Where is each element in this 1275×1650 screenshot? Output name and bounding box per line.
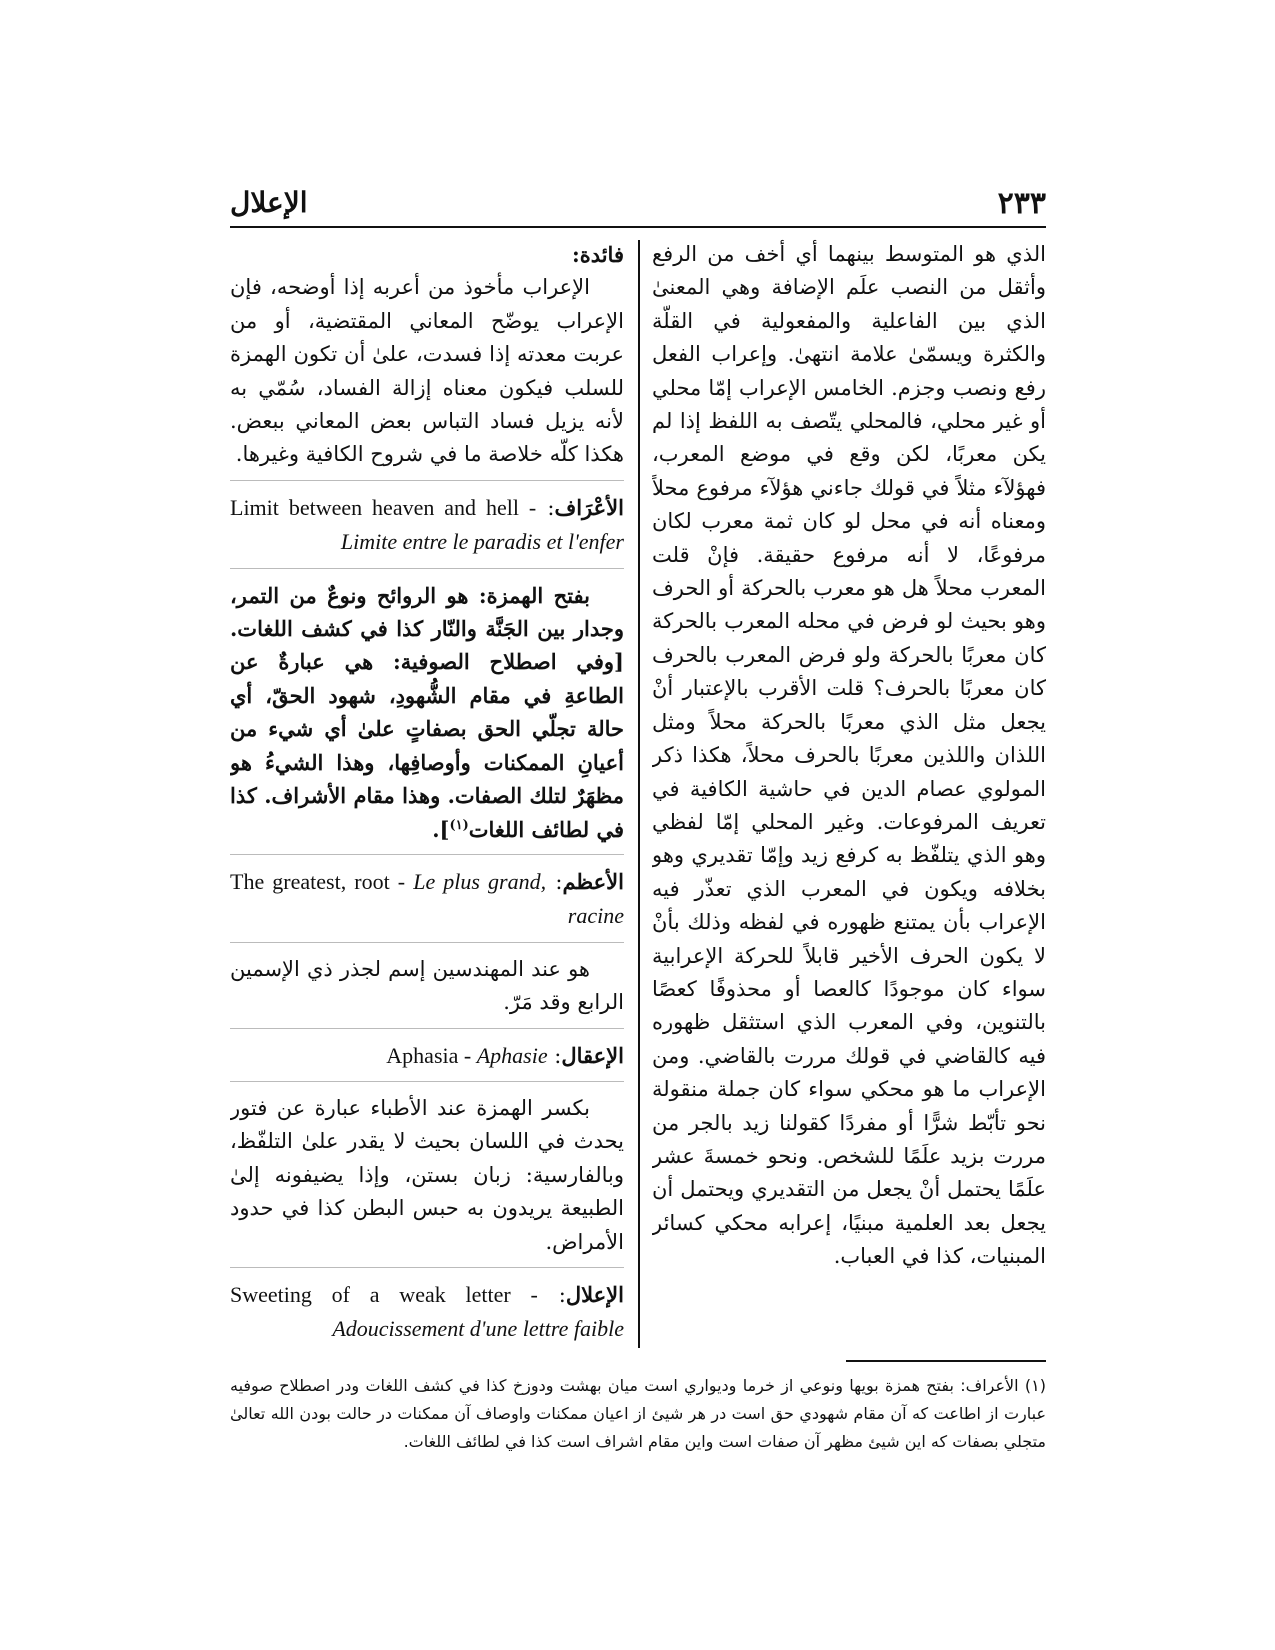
gloss-french: Aphasie: [476, 1042, 548, 1068]
gloss-french: Limite entre le paradis et l'enfer: [340, 529, 624, 555]
left-column: [230, 238, 624, 1348]
entry-separator: [230, 1267, 624, 1268]
gloss-english: Aphasia: [386, 1042, 459, 1068]
entry-heading-azam: الأعظم: The greatest, root - Le plus grand, racine: [230, 868, 624, 929]
gloss-english: Limit between heaven and hell: [230, 494, 519, 520]
footnote: (١) الأعراف: بفتح همزة بويها ونوعي از خرما وديواري است ميان بهشت ودوزخ كذا في كشف اللغات ودر اصطلاح صوفيه عبارت از اطاعت كه آن مقام شهودي حق است در هر شيئ از اعيان ممكنات واوصاف آن ممكنات در حالت بودن الله تعالىٰ متجلي بصفات كه اين شيئ مظهر آن صفات است واين مقام اشراف است كذا في لطائف اللغات.: [230, 1376, 1046, 1451]
header-rule: [230, 226, 1046, 228]
footnote-ref[interactable]: (١): [449, 817, 469, 833]
entry-term: الإعقال: [561, 1042, 624, 1068]
entry-separator: [230, 568, 624, 569]
entry-gloss: Sweeting of a weak letter - Adoucissement d'une lettre faible: [230, 1281, 624, 1342]
entry-text-end: ].: [432, 816, 450, 842]
entry-gloss: Aphasia - Aphasie: [386, 1042, 548, 1068]
gloss-english: Sweeting of a weak letter: [230, 1281, 511, 1307]
column-divider: [638, 240, 640, 1348]
entry-gloss: Limit between heaven and hell - Limite entre le paradis et l'enfer: [230, 494, 624, 555]
entry-text-araf: [230, 579, 624, 846]
page-number: ٢٣٣: [997, 186, 1046, 221]
entry-separator: [230, 1081, 624, 1082]
entry-separator: [230, 480, 624, 481]
right-column-paragraph: الذي هو المتوسط بينهما أي أخف من الرفع وأثقل من النصب علَم الإضافة وهي المعنىٰ الذي بين الفاعلية والمفعولية في القلّة والكثرة ويسمّىٰ علامة انتهىٰ. وإعراب الفعل رفع ونصب وجزم. الخامس الإعراب إمّا محلي أو غير محلي، فالمحلي يتّصف به اللفظ إذا لم يكن معربًا، لكن وقع في موضع المعرب، فهؤلآء مثلاً في قولك جاءني هؤلآء مرفوع محلاً ومعناه أنه في محل لو كان ثمة معرب لكان مرفوعًا، لا أنه مرفوع حقيقة. فإنْ قلت المعرب محلاً هل هو معرب بالحركة أو الحرف وهو بحيث لو فرض في محله المعرب بالحركة كان معربًا بالحركة ولو فرض المعرب بالحرف كان معربًا بالحرف؟ قلت الأقرب بالإعتبار أنْ يجعل مثل الذي معربًا بالحركة محلاً ومثل اللذان واللذين معربًا بالحرف محلاً، هكذا ذكر المولوي عصام الدين في حاشية الكافية في تعريف المرفوعات. وغير المحلي إمّا لفظي وهو الذي يتلفّظ به كرفع زيد وإمّا تقديري وهو بخلافه ويكون في المعرب الذي تعذّر فيه الإعراب بأن يمتنع ظهوره في لفظه وذلك بأنْ لا يكون الحرف الأخير قابلاً للحركة الإعرابية سواء كان موجودًا كالعصا أو محذوفًا كعصًا بالتنوين، وفي المعرب الذي استثقل ظهوره فيه كالقاضي في قولك مررت بالقاضي. ومن الإعراب ما هو محكي سواء كان جملة منقولة نحو تأبّط شرًّا أو مفردًا كقولنا زيد بالجر من مررت بزيد علَمًا للشخص. ونحو خمسةَ عشر علَمًا يحتمل أنْ يجعل من التقديري ويحتمل أن يجعل بعد العلمية مبنيًا، إعرابه محكي كسائر المبنيات، كذا في العباب.: [652, 242, 1046, 1269]
entry-heading-ilal: الإعلال: Sweeting of a weak letter - Adoucissement d'une lettre faible: [230, 1281, 624, 1342]
right-column: [652, 238, 1046, 1348]
entry-term: الإعلال: [565, 1281, 624, 1307]
gloss-french: Adoucissement d'une lettre faible: [332, 1316, 624, 1342]
entry-term: الأعْرَاف: [554, 494, 624, 520]
running-head: الإعلال: [230, 186, 308, 219]
entry-gloss: The greatest, root - Le plus grand, racine: [230, 868, 624, 929]
faida-text: الإعراب مأخوذ من أعربه إذا أوضحه، فإن الإعراب يوضّح المعاني المقتضية، أو من عربت معدته إذا فسدت، علىٰ أن تكون الهمزة للسلب فيكون معناه إزالة الفساد، سُمّي به لأنه يزيل فساد التباس بعض المعاني ببعض. هكذا كلّه خلاصة ما في شروح الكافية وغيرها.: [230, 275, 624, 467]
entry-text-azam: هو عند المهندسين إسم لجذر ذي الإسمين الرابع وقد مَرّ.: [230, 956, 624, 1015]
entry-separator: [230, 942, 624, 943]
footnote-rule: [846, 1360, 1046, 1362]
entry-text: بفتح الهمزة: هو الروائح ونوعٌ من التمر، وجدار بين الجَنَّة والنّار كذا في كشف اللغات. [وفي اصطلاح الصوفية: هي عبارةٌ عن الطاعةِ في مقام الشُّهودِ، شهود الحقّ، أي حالة تجلّي الحق بصفاتٍ علىٰ أي شيء من أعيانِ الممكنات وأوصافِها، وهذا الشيءُ هو مظهَرٌ لتلك الصفات. وهذا مقام الأشراف. كذا في لطائف اللغات: [230, 582, 624, 842]
faida-title: فائدة:: [571, 242, 624, 267]
entry-separator: [230, 1028, 624, 1029]
page-header: [230, 186, 1046, 226]
entry-term: الأعظم: [562, 868, 624, 894]
entry-heading-iqal: الإعقال: Aphasia - Aphasie: [386, 1042, 624, 1068]
entry-text-iqal: بكسر الهمزة عند الأطباء عبارة عن فتور يحدث في اللسان بحيث لا يقدر علىٰ التلفّظ، وبالفارسية: زبان بستن، وإذا يضيفونه إلىٰ الطبيعة يريدون به حبس البطن كذا في حدود الأمراض.: [230, 1095, 624, 1254]
entry-separator: [230, 854, 624, 855]
gloss-english: The greatest, root: [230, 868, 390, 894]
gloss-french: Le plus grand, racine: [413, 868, 624, 929]
entry-heading-araf: الأعْرَاف: Limit between heaven and hell - Limite entre le paradis et l'enfer: [230, 494, 624, 555]
